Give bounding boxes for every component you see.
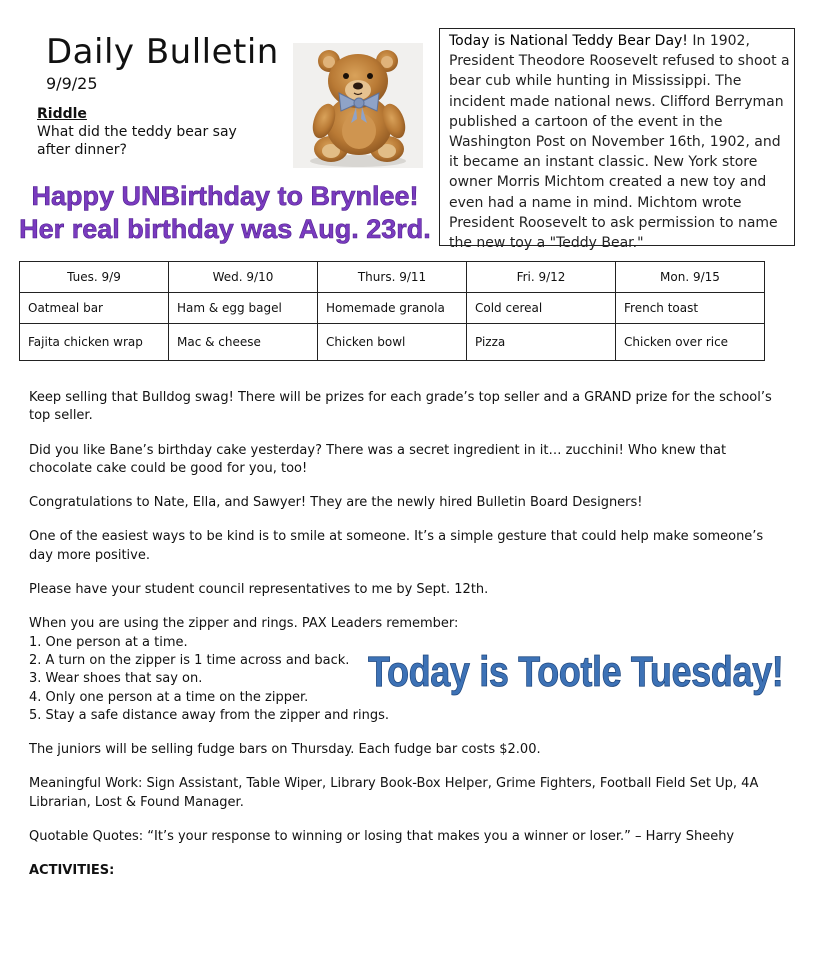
menu-cell: Cold cereal	[467, 293, 616, 324]
announcement-cake: Did you like Bane’s birthday cake yesterday? There was a secret ingredient in it… zucchini! Who knew that chocolate cake could be good for you, too!	[29, 442, 727, 476]
announcement-meaningful-work: Meaningful Work: Sign Assistant, Table Wiper, Library Book-Box Helper, Grime Fighters, Football Field Set Up, 4A Librarian, Lost & Found Manager.	[29, 776, 759, 810]
fact-body: In 1902, President Theodore Roosevelt refused to shoot a bear cub while hunting in Mississippi. The incident made national news. Clifford Berryman published a cartoon of the event in the Washington Post on November 16th, 1902, and it became an instant classic. New York store owner Morris Michtom created a new toy and even had a name in mind. Michtom wrote President Roosevelt to ask permission to name the new toy a "Teddy Bear."	[449, 33, 790, 252]
menu-breakfast-row	[20, 293, 765, 324]
zipper-rule: 1. One person at a time.	[29, 634, 188, 650]
announcement-congrats: Congratulations to Nate, Ella, and Sawyer! They are the newly hired Bulletin Board Designers!	[29, 495, 643, 511]
unbirthday-line-1: Happy UNBirthday to Brynlee!	[31, 181, 419, 211]
menu-cell: Homemade granola	[318, 293, 467, 324]
teddy-bear-day-fact-box	[439, 28, 795, 252]
menu-header-row	[20, 262, 765, 293]
menu-cell: Mac & cheese	[169, 324, 318, 361]
menu-cell: Chicken bowl	[318, 324, 467, 361]
menu-day: Thurs. 9/11	[318, 262, 467, 293]
zipper-rule: 2. A turn on the zipper is 1 time across and back.	[29, 652, 350, 668]
announcement-kindness: One of the easiest ways to be kind is to smile at someone. It’s a simple gesture that could help make someone’s day more positive.	[29, 529, 764, 563]
menu-cell: Chicken over rice	[616, 324, 765, 361]
announcement-council: Please have your student council representatives to me by Sept. 12th.	[29, 582, 489, 598]
bulletin-title: Daily Bulletin	[46, 32, 279, 72]
menu-cell: Pizza	[467, 324, 616, 361]
lunch-menu-table	[19, 261, 765, 361]
menu-cell: Ham & egg bagel	[169, 293, 318, 324]
activities-heading: ACTIVITIES:	[29, 863, 115, 879]
riddle-heading: Riddle	[37, 106, 87, 122]
announcement-quote: Quotable Quotes: “It’s your response to winning or losing that makes you a winner or loser.” – Harry Sheehy	[29, 829, 735, 845]
menu-cell: French toast	[616, 293, 765, 324]
unbirthday-banner	[0, 180, 450, 246]
menu-day: Tues. 9/9	[20, 262, 169, 293]
announcements	[29, 389, 784, 897]
teddy-bear-icon	[293, 43, 423, 168]
fact-lead: Today is National Teddy Bear Day!	[449, 33, 688, 49]
zipper-intro: When you are using the zipper and rings. PAX Leaders remember:	[29, 616, 459, 632]
tootle-tuesday-banner: Today is Tootle Tuesday!	[368, 648, 784, 696]
menu-day: Fri. 9/12	[467, 262, 616, 293]
bulletin-date: 9/9/25	[46, 74, 98, 93]
menu-cell: Fajita chicken wrap	[20, 324, 169, 361]
zipper-rule: 5. Stay a safe distance away from the zipper and rings.	[29, 707, 390, 723]
announcement-swag: Keep selling that Bulldog swag! There will be prizes for each grade’s top seller and a GRAND prize for the school’s top seller.	[29, 390, 772, 424]
menu-day: Mon. 9/15	[616, 262, 765, 293]
menu-lunch-row	[20, 324, 765, 361]
zipper-rule: 3. Wear shoes that say on.	[29, 671, 203, 687]
teddy-bear-image	[293, 43, 423, 168]
announcement-fudge: The juniors will be selling fudge bars on Thursday. Each fudge bar costs $2.00.	[29, 742, 541, 758]
unbirthday-line-2: Her real birthday was Aug. 23rd.	[19, 214, 431, 244]
menu-day: Wed. 9/10	[169, 262, 318, 293]
riddle-question: What did the teddy bear say after dinner?	[37, 124, 237, 158]
zipper-rule: 4. Only one person at a time on the zipper.	[29, 689, 309, 705]
menu-cell: Oatmeal bar	[20, 293, 169, 324]
